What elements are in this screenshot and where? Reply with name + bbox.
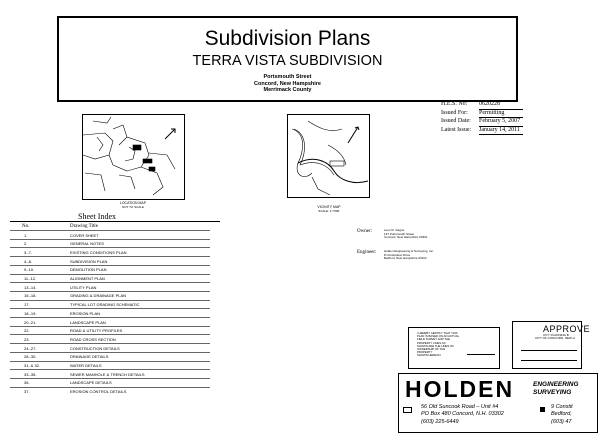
cert-line: FIELD SURVEY AND THE (417, 337, 450, 342)
location-map-scale: NOT TO SCALE (122, 205, 144, 209)
approval-signature-line (521, 350, 577, 351)
owner-info (384, 229, 428, 240)
engineer-line: Bedford, New Hampshire 03110 (384, 256, 427, 260)
sheet-number: 31. & 32. (24, 363, 41, 368)
drawing-title: LANDSCAPE DETAILS (70, 380, 112, 386)
drawing-title: CONSTRUCTION DETAILS (70, 345, 120, 351)
drawing-title: DRAINAGE DETAILS (70, 354, 109, 360)
cert-line: OWNERSHIP OF THE PROPERTY (417, 347, 446, 355)
sheet-number: 17. (24, 302, 30, 308)
office-bullet-icon (540, 407, 545, 412)
drawing-title: ALIGNMENT PLAN (70, 276, 105, 281)
company-title-block (398, 373, 598, 433)
approval-text (521, 334, 575, 341)
project-name: TERRA VISTA SUBDIVISION (192, 53, 383, 69)
sheet-index-row (10, 387, 210, 397)
location-map-label: LOCATION MAP (119, 201, 147, 205)
office-phone-2: (603) 47 (551, 419, 572, 425)
office-phone-1: (603) 225-6449 (421, 419, 459, 425)
sheet-index-col-no: No. (22, 224, 30, 229)
info-label: Latest Issue: (441, 126, 472, 133)
drawing-title: EXISTING CONDITIONS PLAN (70, 249, 127, 255)
sheet-index-divider (10, 221, 220, 222)
office-address-4: Bedford, (551, 411, 572, 417)
drawing-title: TYPICAL LOT GRADING SCHEMATIC (70, 302, 140, 308)
drawing-title: ROAD & UTILITY PROFILES (70, 328, 123, 334)
sheet-number: 22. (24, 328, 30, 334)
sheet-number: 2. (24, 241, 28, 247)
office-address-2: PO Box 480 Concord, N.H. 03302 (421, 411, 504, 417)
company-tagline-2: SURVEYING (533, 389, 572, 396)
project-info (441, 101, 523, 135)
sheet-number: 33.-35. (24, 371, 37, 377)
location-map-drawing (83, 115, 184, 199)
sheet-number: 15.-16. (24, 293, 37, 299)
info-label: H.E.S. No: (441, 101, 468, 107)
sheet-number: 9.-10. (24, 267, 35, 273)
approval-signature-line (521, 360, 577, 361)
location-map (82, 114, 185, 200)
info-value: Permitting (479, 110, 523, 119)
drawing-title: DEMOLITION PLAN (70, 267, 107, 273)
sheet-number: 13.-14. (24, 284, 37, 290)
signature-line (467, 354, 495, 355)
sheet-number: 37. (24, 389, 30, 395)
owner-line: 137 Portsmouth Street (384, 231, 415, 236)
office-bullet-icon (403, 407, 412, 413)
owner-line: Concord, New Hampshire 03301 (384, 235, 428, 239)
drawing-title: SUBDIVISION PLAN (70, 258, 108, 264)
sheet-number: 11.-12. (24, 276, 37, 281)
drawing-title: GRADING & DRAINAGE PLAN (70, 293, 127, 299)
address-line-2: Concord, New Hampshire (254, 80, 321, 87)
office-address-3: 9 Constit (551, 404, 573, 410)
engineer-line: Holden Engineering & Surveying, Inc. (384, 249, 434, 253)
title-box (57, 16, 518, 102)
company-tagline-1: ENGINEERING (533, 381, 579, 388)
approval-line: CITY PLANNING B (543, 333, 569, 337)
sheet-number: 1. (24, 232, 28, 238)
drawing-title: ROAD CROSS SECTION (70, 336, 116, 342)
info-row (441, 118, 523, 127)
sheet-index-col-title: Drawing Title (70, 224, 98, 229)
address-line-3: Merrimack County (263, 87, 312, 93)
sheet-number: 20.-21. (24, 319, 37, 325)
cert-line: I HEREBY CERTIFY THAT THIS (417, 331, 458, 335)
address-line-1: Portsmouth Street (263, 74, 312, 80)
info-row (441, 127, 523, 136)
approval-box (512, 321, 591, 369)
drawing-title: COVER SHEET (70, 232, 99, 238)
sheet-index-title: Sheet Index (78, 212, 116, 221)
certification-text (417, 332, 461, 358)
drawing-title: GENERAL NOTES (70, 241, 104, 247)
cert-line: SHOWN ARE THE LINES OF (417, 343, 454, 348)
drawing-title: WATER DETAILS (70, 363, 102, 368)
approval-title: APPROVE (543, 324, 591, 334)
sheet-number: 36. (24, 380, 30, 386)
engineer-info (384, 250, 434, 261)
cert-line: PROPERTY LINES AS (417, 340, 446, 345)
office-address-1: 56 Old Suncook Road – Unit #4 (421, 404, 499, 410)
vicinity-map-scale: SCALE: 1"=500' (318, 209, 340, 213)
sheet-number: 4.-8. (24, 258, 33, 264)
info-value: February 5, 2007 (479, 118, 523, 127)
sheet-number: 18.-19. (24, 310, 37, 316)
info-row (441, 110, 523, 119)
owner-line: Leon R. Gagne (384, 228, 405, 232)
vicinity-map-label: VICINITY MAP (317, 205, 341, 209)
owner-label: Owner: (357, 229, 372, 234)
info-label: Issued For: (441, 109, 468, 116)
drawing-title: EROSION CONTROL DETAILS (70, 389, 127, 395)
drawing-title: UTILITY PLAN (70, 284, 97, 290)
vicinity-map (287, 114, 370, 198)
vicinity-map-drawing (288, 115, 369, 197)
cert-line: PLAN IS BASED ON AN ACTUAL (417, 334, 460, 339)
drawing-title: SEWER MANHOLE & TRENCH DETAILS (70, 371, 145, 377)
info-value: 0620228 (479, 101, 523, 110)
engineer-line: 8 Constitution Drive (384, 252, 411, 257)
drawing-title: LANDSCAPE PLAN (70, 319, 106, 325)
certification-box (408, 327, 500, 369)
company-logo: HOLDEN (405, 376, 515, 402)
sheet-number: 23. (24, 336, 30, 342)
sheet-number: 24.-27. (24, 345, 37, 351)
approval-line: CITY OF CONCORD, NEW H (535, 336, 575, 341)
document-title: Subdivision Plans (204, 27, 371, 50)
sheet-number: 28.-30. (24, 354, 37, 360)
sheet-number: 3.-7. (24, 249, 33, 255)
info-row (441, 101, 523, 110)
drawing-title: EROSION PLAN (70, 310, 101, 316)
cert-line: SHOWN HEREON. (417, 353, 442, 358)
info-label: Issued Date: (441, 118, 471, 125)
engineer-label: Engineer: (357, 250, 377, 255)
info-value: January 14, 2011 (479, 127, 523, 136)
